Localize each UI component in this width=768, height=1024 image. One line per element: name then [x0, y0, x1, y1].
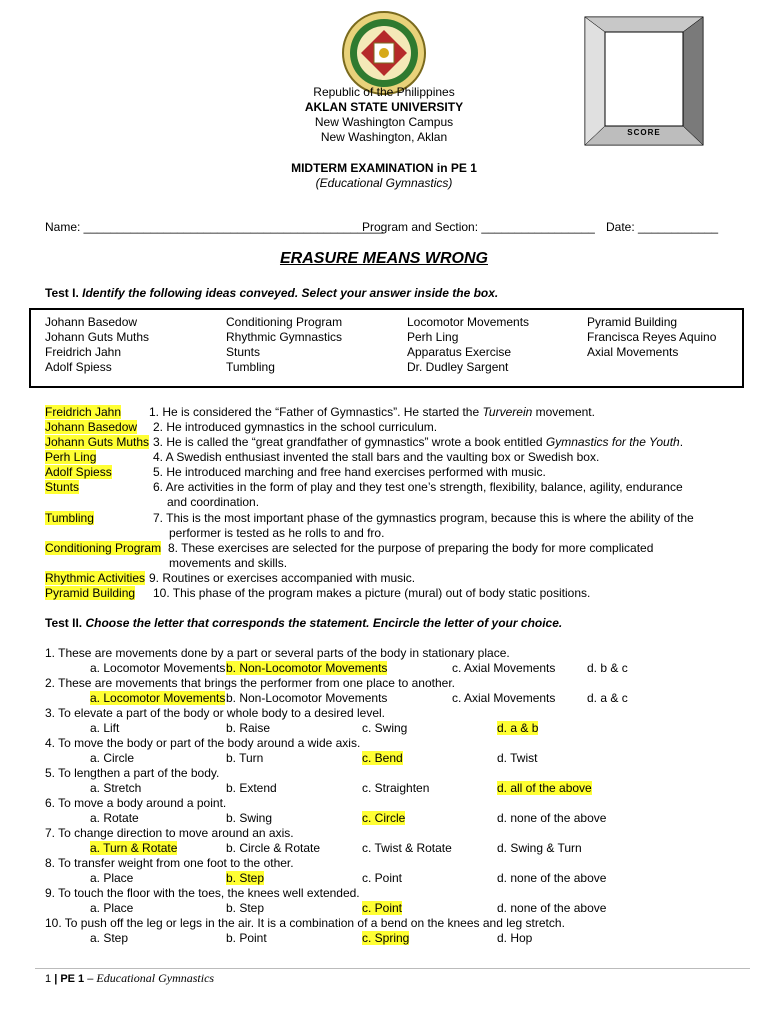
- test1-question: [153, 420, 437, 434]
- choice-option[interactable]: d. Swing & Turn: [497, 841, 582, 855]
- question-italic: Turverein: [482, 405, 533, 419]
- answer-box-option: Locomotor Movements: [407, 315, 530, 329]
- test1-question: [153, 435, 683, 449]
- answer-box-option: Conditioning Program: [226, 315, 343, 329]
- test2-instruction: Choose the letter that corresponds the statement. Encircle the letter of your choice.: [85, 616, 563, 630]
- test1-answer: Freidrich Jahn: [45, 405, 122, 419]
- test2-question: 3. To elevate a part of the body or whole body to a desired level.: [45, 706, 385, 720]
- footer: 1 | PE 1 – Educational Gymnastics: [45, 971, 215, 985]
- test1-question: [149, 405, 595, 419]
- test1-question-cont: and coordination.: [167, 495, 260, 509]
- choice-option[interactable]: c. Point: [362, 901, 403, 915]
- test2-question: 9. To touch the floor with the toes, the knees well extended.: [45, 886, 360, 900]
- test1-question: [153, 511, 694, 525]
- choice-option[interactable]: a. Step: [90, 931, 129, 945]
- choice-option[interactable]: b. Turn: [226, 751, 264, 765]
- test1-answer: Conditioning Program: [45, 541, 162, 555]
- question-text: 4. A Swedish enthusiast invented the stall bars and the vaulting box or Swedish box.: [153, 450, 600, 464]
- header-republic: Republic of the Philippines: [313, 85, 455, 99]
- score-label: SCORE: [627, 128, 661, 137]
- exam-title: MIDTERM EXAMINATION in PE 1: [291, 161, 477, 175]
- choice-option[interactable]: b. Non-Locomotor Movements: [226, 691, 388, 705]
- header-campus: New Washington Campus: [314, 115, 454, 129]
- question-italic: Gymnastics for the Youth: [545, 435, 680, 449]
- choice-option[interactable]: a. Locomotor Movements: [90, 691, 226, 705]
- test1-answer: Tumbling: [45, 511, 94, 525]
- test1-question-cont: performer is tested as he rolls to and fro.: [169, 526, 385, 540]
- choice-option[interactable]: c. Axial Movements: [452, 691, 556, 705]
- test1-instruction: Identify the following ideas conveyed. Select your answer inside the box.: [82, 286, 499, 300]
- question-text: 7. This is the most important phase of the gymnastics program, because this is where the ability of the: [153, 511, 694, 525]
- test1-answer: Perh Ling: [45, 450, 97, 464]
- choice-option[interactable]: b. Swing: [226, 811, 273, 825]
- choice-option[interactable]: c. Circle: [362, 811, 406, 825]
- choice-option[interactable]: b. Raise: [226, 721, 271, 735]
- question-text-end: movement.: [532, 405, 595, 419]
- answer-box-option: Freidrich Jahn: [45, 345, 122, 359]
- choice-option[interactable]: c. Straighten: [362, 781, 430, 795]
- answer-box-option: Johann Guts Muths: [45, 330, 150, 344]
- choice-option[interactable]: a. Stretch: [90, 781, 142, 795]
- test1-answer: Pyramid Building: [45, 586, 136, 600]
- question-text: 2. He introduced gymnastics in the school curriculum.: [153, 420, 438, 434]
- test1-label: Test I.: [45, 286, 79, 300]
- choice-option[interactable]: d. a & c: [587, 691, 628, 705]
- choice-option[interactable]: d. none of the above: [497, 901, 607, 915]
- question-text: 6. Are activities in the form of play and they test one’s strength, flexibility, balance, agility, endurance: [153, 480, 683, 494]
- answer-box-option: Rhythmic Gymnastics: [226, 330, 343, 344]
- answer-box-option: Dr. Dudley Sargent: [407, 360, 509, 374]
- choice-option[interactable]: d. a & b: [497, 721, 539, 735]
- choice-option[interactable]: d. Hop: [497, 931, 533, 945]
- question-text: 9. Routines or exercises accompanied with music.: [149, 571, 416, 585]
- test1-question: [153, 465, 546, 479]
- test1-answer: Rhythmic Activities: [45, 571, 146, 585]
- erasure-warning: ERASURE MEANS WRONG: [279, 250, 488, 267]
- test2-question: 4. To move the body or part of the body around a wide axis.: [45, 736, 361, 750]
- answer-box-option: Francisca Reyes Aquino: [587, 330, 717, 344]
- answer-box-option: Apparatus Exercise: [407, 345, 512, 359]
- footer-course: PE 1: [60, 973, 85, 985]
- choice-option[interactable]: b. Extend: [226, 781, 277, 795]
- choice-option[interactable]: d. none of the above: [497, 811, 607, 825]
- test1-answer: Johann Basedow: [45, 420, 138, 434]
- choice-option[interactable]: c. Twist & Rotate: [362, 841, 452, 855]
- test1-question: [153, 450, 599, 464]
- university-seal: [341, 10, 427, 96]
- test2-question: 1. These are movements done by a part or several parts of the body in stationary place.: [45, 646, 510, 660]
- question-text: 8. These exercises are selected for the purpose of preparing the body for more complicated: [168, 541, 654, 555]
- choice-option[interactable]: b. Step: [226, 901, 265, 915]
- choice-option[interactable]: d. Twist: [497, 751, 538, 765]
- choice-option[interactable]: a. Place: [90, 901, 134, 915]
- choice-option[interactable]: c. Axial Movements: [452, 661, 556, 675]
- answer-box-option: Axial Movements: [587, 345, 679, 359]
- test1-question: [149, 571, 415, 585]
- footer-dash: –: [84, 973, 97, 985]
- test2-question: 10. To push off the leg or legs in the air. It is a combination of a bend on the knees and leg stretch.: [45, 916, 565, 930]
- choice-option[interactable]: a. Turn & Rotate: [90, 841, 178, 855]
- choice-option[interactable]: b. Step: [226, 871, 265, 885]
- header-university: AKLAN STATE UNIVERSITY: [304, 100, 464, 114]
- question-text: 3. He is called the “great grandfather of gymnastics” wrote a book entitled: [153, 435, 546, 449]
- test2-question: 8. To transfer weight from one foot to the other.: [45, 856, 294, 870]
- header-location: New Washington, Aklan: [320, 130, 448, 144]
- test1-answer: Adolf Spiess: [45, 465, 112, 479]
- test1-answer: Johann Guts Muths: [45, 435, 150, 449]
- footer-subject: Educational Gymnastics: [96, 971, 215, 985]
- choice-option[interactable]: d. none of the above: [497, 871, 607, 885]
- choice-option[interactable]: d. b & c: [587, 661, 628, 675]
- answer-box-option: Johann Basedow: [45, 315, 138, 329]
- choice-option[interactable]: a. Rotate: [90, 811, 139, 825]
- answer-box-option: Tumbling: [226, 360, 275, 374]
- choice-option[interactable]: b. Circle & Rotate: [226, 841, 321, 855]
- answer-box-option: Stunts: [226, 345, 261, 359]
- question-text: 1. He is considered the “Father of Gymnastics”. He started the: [149, 405, 483, 419]
- choice-option[interactable]: d. all of the above: [497, 781, 592, 795]
- test1-answer: Stunts: [45, 480, 80, 494]
- test1-question: [168, 541, 653, 555]
- exam-subtitle: (Educational Gymnastics): [315, 176, 453, 190]
- answer-box-option: Pyramid Building: [587, 315, 678, 329]
- test1-heading: [45, 286, 498, 300]
- question-text: 10. This phase of the program makes a picture (mural) out of body static positions.: [153, 586, 591, 600]
- test2-heading: [45, 616, 562, 630]
- answer-box-option: Perh Ling: [407, 330, 459, 344]
- name-line: Name: _____________________________________________: [45, 220, 384, 234]
- footer-rule: [35, 968, 750, 969]
- choice-option[interactable]: c. Swing: [362, 721, 408, 735]
- choice-option[interactable]: b. Non-Locomotor Movements: [226, 661, 388, 675]
- test2-question: 2. These are movements that brings the performer from one place to another.: [45, 676, 455, 690]
- date-line: Date: ____________: [606, 220, 719, 234]
- program-line: Program and Section: _________________: [362, 220, 595, 234]
- question-text-end: .: [679, 435, 684, 449]
- question-text: 5. He introduced marching and free hand exercises performed with music.: [153, 465, 546, 479]
- choice-option[interactable]: a. Circle: [90, 751, 135, 765]
- test2-question: 5. To lengthen a part of the body.: [45, 766, 220, 780]
- test1-question: [153, 480, 683, 494]
- answer-box-option: Adolf Spiess: [45, 360, 112, 374]
- choice-option[interactable]: c. Bend: [362, 751, 403, 765]
- test1-question-cont: movements and skills.: [169, 556, 288, 570]
- choice-option[interactable]: a. Place: [90, 871, 134, 885]
- test2-question: 6. To move a body around a point.: [45, 796, 227, 810]
- test2-question: 7. To change direction to move around an axis.: [45, 826, 294, 840]
- choice-option[interactable]: a. Locomotor Movements: [90, 661, 226, 675]
- test1-question: [153, 586, 590, 600]
- test2-label: Test II.: [45, 616, 83, 630]
- choice-option[interactable]: b. Point: [226, 931, 267, 945]
- footer-page: 1: [45, 973, 52, 985]
- choice-option[interactable]: c. Point: [362, 871, 403, 885]
- choice-option[interactable]: c. Spring: [362, 931, 410, 945]
- choice-option[interactable]: a. Lift: [90, 721, 120, 735]
